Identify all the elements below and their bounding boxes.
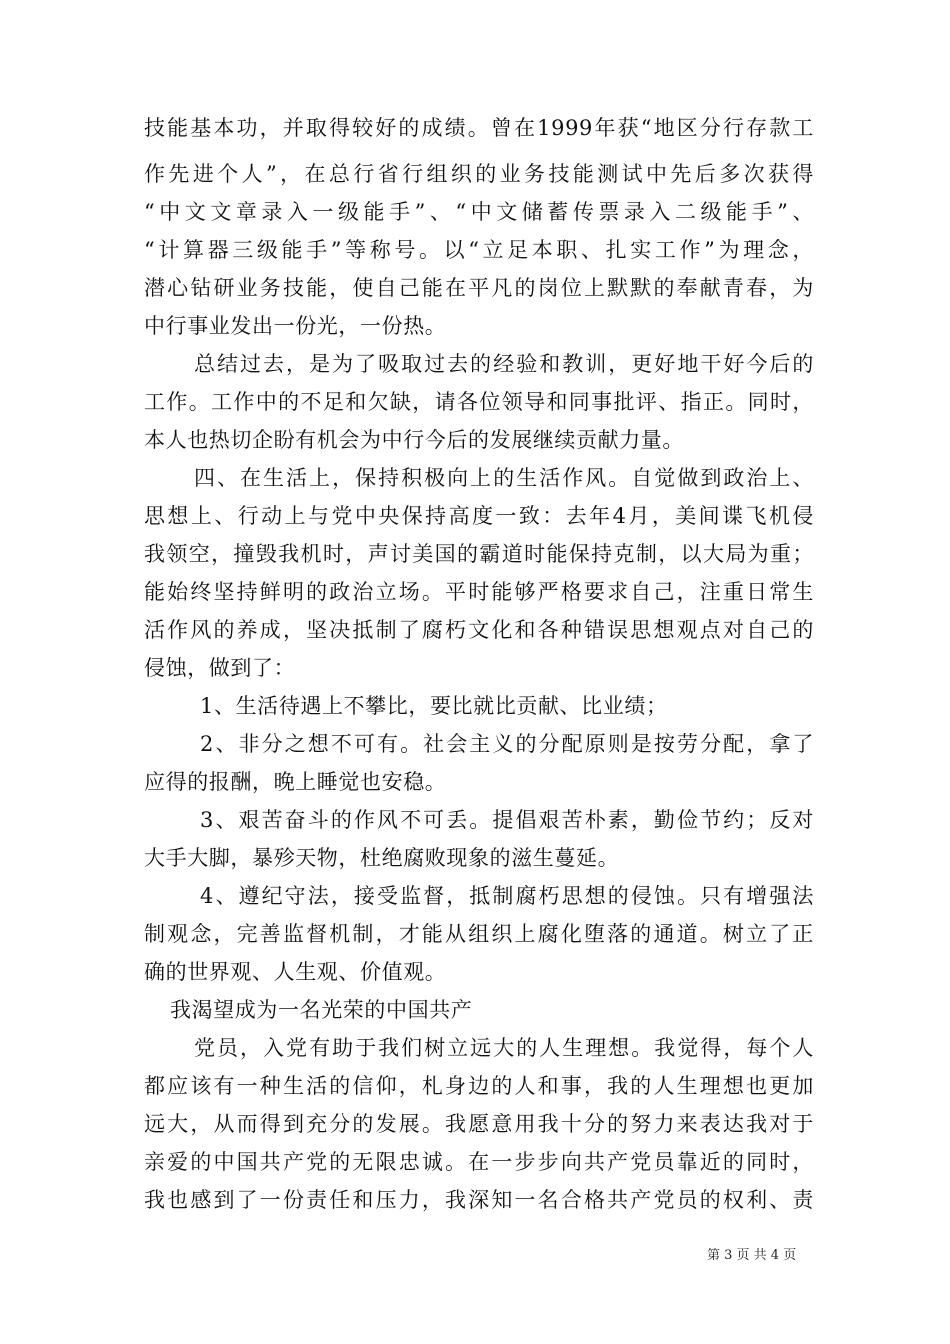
text-line: 中行事业发出一份光，一份热。: [144, 314, 447, 338]
text-line: 党员，入党有助于我们树立远大的人生理想。我觉得，每个人: [194, 1036, 814, 1060]
text-line: 我也感到了一份责任和压力，我深知一名合格共产党员的权利、责: [144, 1188, 814, 1212]
text-line: 工作。工作中的不足和欠缺，请各位领导和同事批评、指正。同时，: [144, 390, 814, 414]
text-line: 四、在生活上，保持积极向上的生活作风。自觉做到政治上、: [194, 466, 814, 490]
text-line: 应得的报酬，晚上睡觉也安稳。: [144, 770, 447, 794]
text-line: 侵蚀，做到了：: [144, 656, 296, 680]
text-line: 制观念，完善监督机制，才能从组织上腐化堕落的通道。树立了正: [144, 922, 814, 946]
text-line: “中文文章录入一级能手”、“中文储蓄传票录入二级能手”、: [144, 200, 814, 224]
text-line: 本人也热切企盼有机会为中行今后的发展继续贡献力量。: [144, 428, 684, 452]
text-line: 远大，从而得到充分的发展。我愿意用我十分的努力来表达我对于: [144, 1112, 814, 1136]
text-line: 我领空，撞毁我机时，声讨美国的霸道时能保持克制，以大局为重；: [144, 542, 814, 566]
list-item: 1、生活待遇上不攀比，要比就比贡献、比业绩；: [200, 694, 668, 718]
text-line: 大手大脚，暴殄天物，杜绝腐败现象的滋生蔓延。: [144, 846, 620, 870]
page-number: 第 3 页 共 4 页: [707, 1248, 797, 1263]
list-item: 2、非分之想不可有。社会主义的分配原则是按劳分配，拿了: [200, 732, 814, 756]
text-line: 亲爱的中国共产党的无限忠诚。在一步步向共产党员靠近的同时，: [144, 1150, 814, 1174]
text-line: 我渴望成为一名光荣的中国共产: [170, 998, 473, 1022]
text-line: 都应该有一种生活的信仰，札身边的人和事，我的人生理想也更加: [144, 1074, 814, 1098]
text-line: 确的世界观、人生观、价值观。: [144, 960, 447, 984]
text-line: 思想上、行动上与党中央保持高度一致：去年4月，美间谍飞机侵: [144, 504, 814, 528]
text-line: 能始终坚持鲜明的政治立场。平时能够严格要求自己，注重日常生: [144, 580, 814, 604]
text-line: 活作风的养成，坚决抵制了腐朽文化和各种错误思想观点对自己的: [144, 618, 814, 642]
text-line: 潜心钻研业务技能，使自己能在平凡的岗位上默默的奉献青春，为: [144, 276, 814, 300]
text-line: 技能基本功，并取得较好的成绩。曾在1999年获“地区分行存款工: [144, 116, 814, 140]
list-item: 3、艰苦奋斗的作风不可丢。提倡艰苦朴素，勤俭节约；反对: [200, 808, 814, 832]
text-line: 作先进个人”，在总行省行组织的业务技能测试中先后多次获得: [144, 162, 814, 186]
list-item: 4、遵纪守法，接受监督，抵制腐朽思想的侵蚀。只有增强法: [200, 884, 814, 908]
text-line: “计算器三级能手”等称号。以“立足本职、扎实工作”为理念，: [144, 238, 814, 262]
text-line: 总结过去，是为了吸取过去的经验和教训，更好地干好今后的: [194, 352, 814, 376]
